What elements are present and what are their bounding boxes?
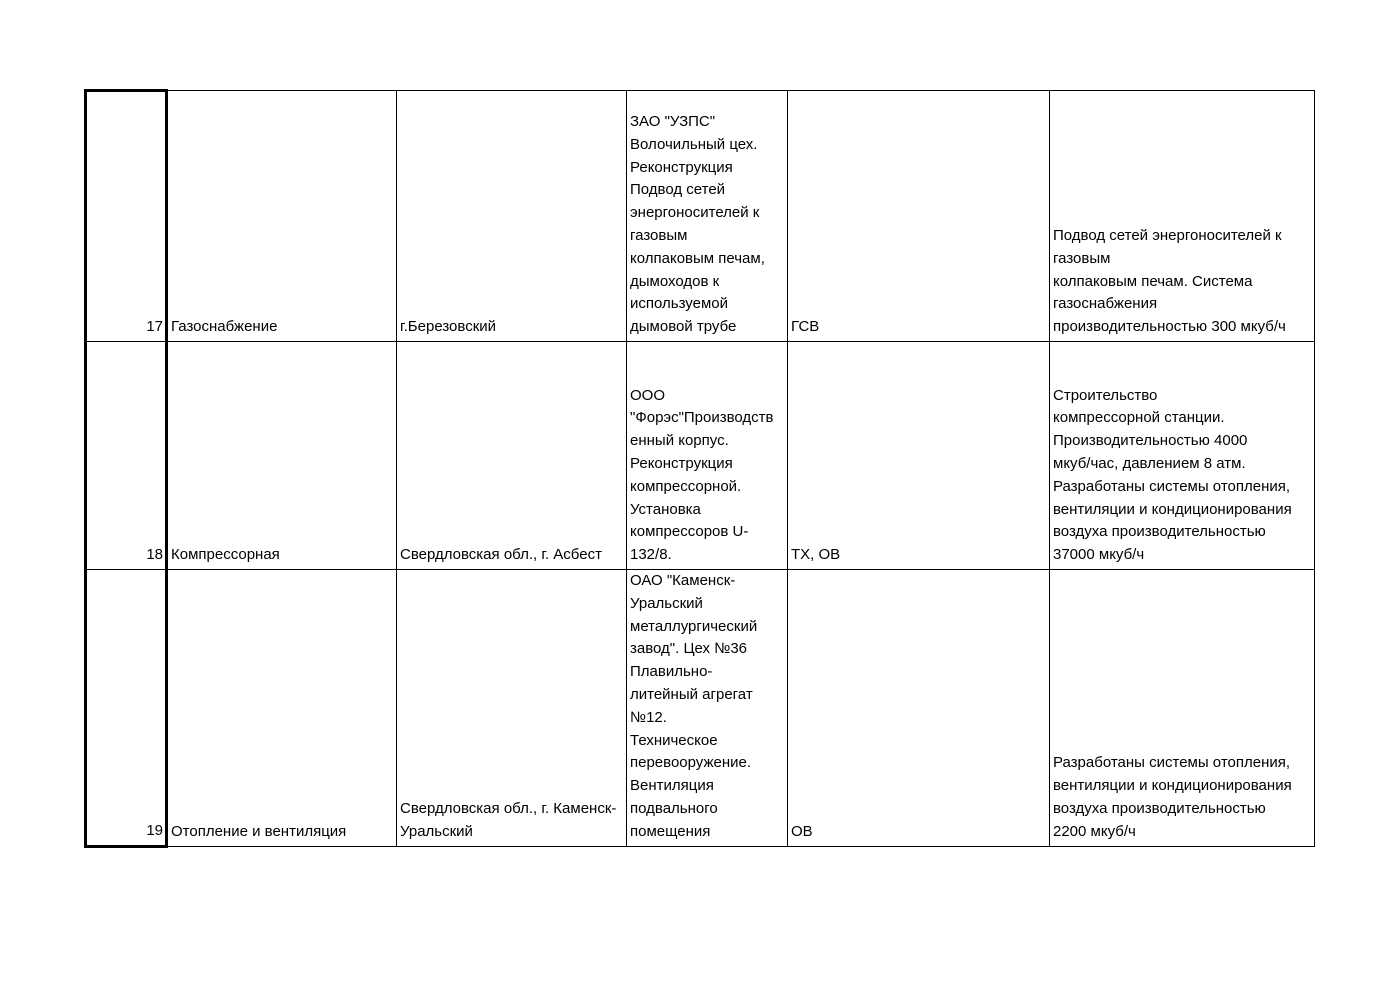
sections-cell: ОВ xyxy=(788,570,1050,847)
work-type-cell: Компрессорная xyxy=(167,342,397,570)
row-number: 17 xyxy=(86,91,167,342)
location-cell: г.Березовский xyxy=(397,91,627,342)
sections-cell: ТХ, ОВ xyxy=(788,342,1050,570)
table-row xyxy=(86,91,1315,342)
description-cell: Подвод сетей энергоносителей к газовым колпаковым печам. Система газоснабжения производительностью 300 мкуб/ч xyxy=(1050,91,1315,342)
sections-cell: ГСВ xyxy=(788,91,1050,342)
object-cell: ЗАО "УЗПС" Волочильный цех. Реконструкция Подвод сетей энергоносителей к газовым колпаковым печам, дымоходов к используемой дымовой трубе xyxy=(627,91,788,342)
location-cell: Свердловская обл., г. Асбест xyxy=(397,342,627,570)
project-table xyxy=(84,89,1315,848)
table-row xyxy=(86,342,1315,570)
table-row xyxy=(86,570,1315,847)
description-cell: Строительство компрессорной станции. Производительностью 4000 мкуб/час, давлением 8 атм. Разработаны системы отопления, вентиляции и кондиционирования воздуха производительностью 37000 мкуб/ч xyxy=(1050,342,1315,570)
description-cell: Разработаны системы отопления, вентиляции и кондиционирования воздуха производительностью 2200 мкуб/ч xyxy=(1050,570,1315,847)
work-type-cell: Газоснабжение xyxy=(167,91,397,342)
row-number: 19 xyxy=(86,570,167,847)
row-number: 18 xyxy=(86,342,167,570)
object-cell: ООО "Форэс"Производств енный корпус. Реконструкция компрессорной. Установка компрессоров U- 132/8. xyxy=(627,342,788,570)
location-cell: Свердловская обл., г. Каменск- Уральский xyxy=(397,570,627,847)
object-cell: ОАО "Каменск- Уральский металлургический завод". Цех №36 Плавильно- литейный агрегат №12. Техническое перевооружение. Вентиляция подвального помещения xyxy=(627,570,788,847)
work-type-cell: Отопление и вентиляция xyxy=(167,570,397,847)
